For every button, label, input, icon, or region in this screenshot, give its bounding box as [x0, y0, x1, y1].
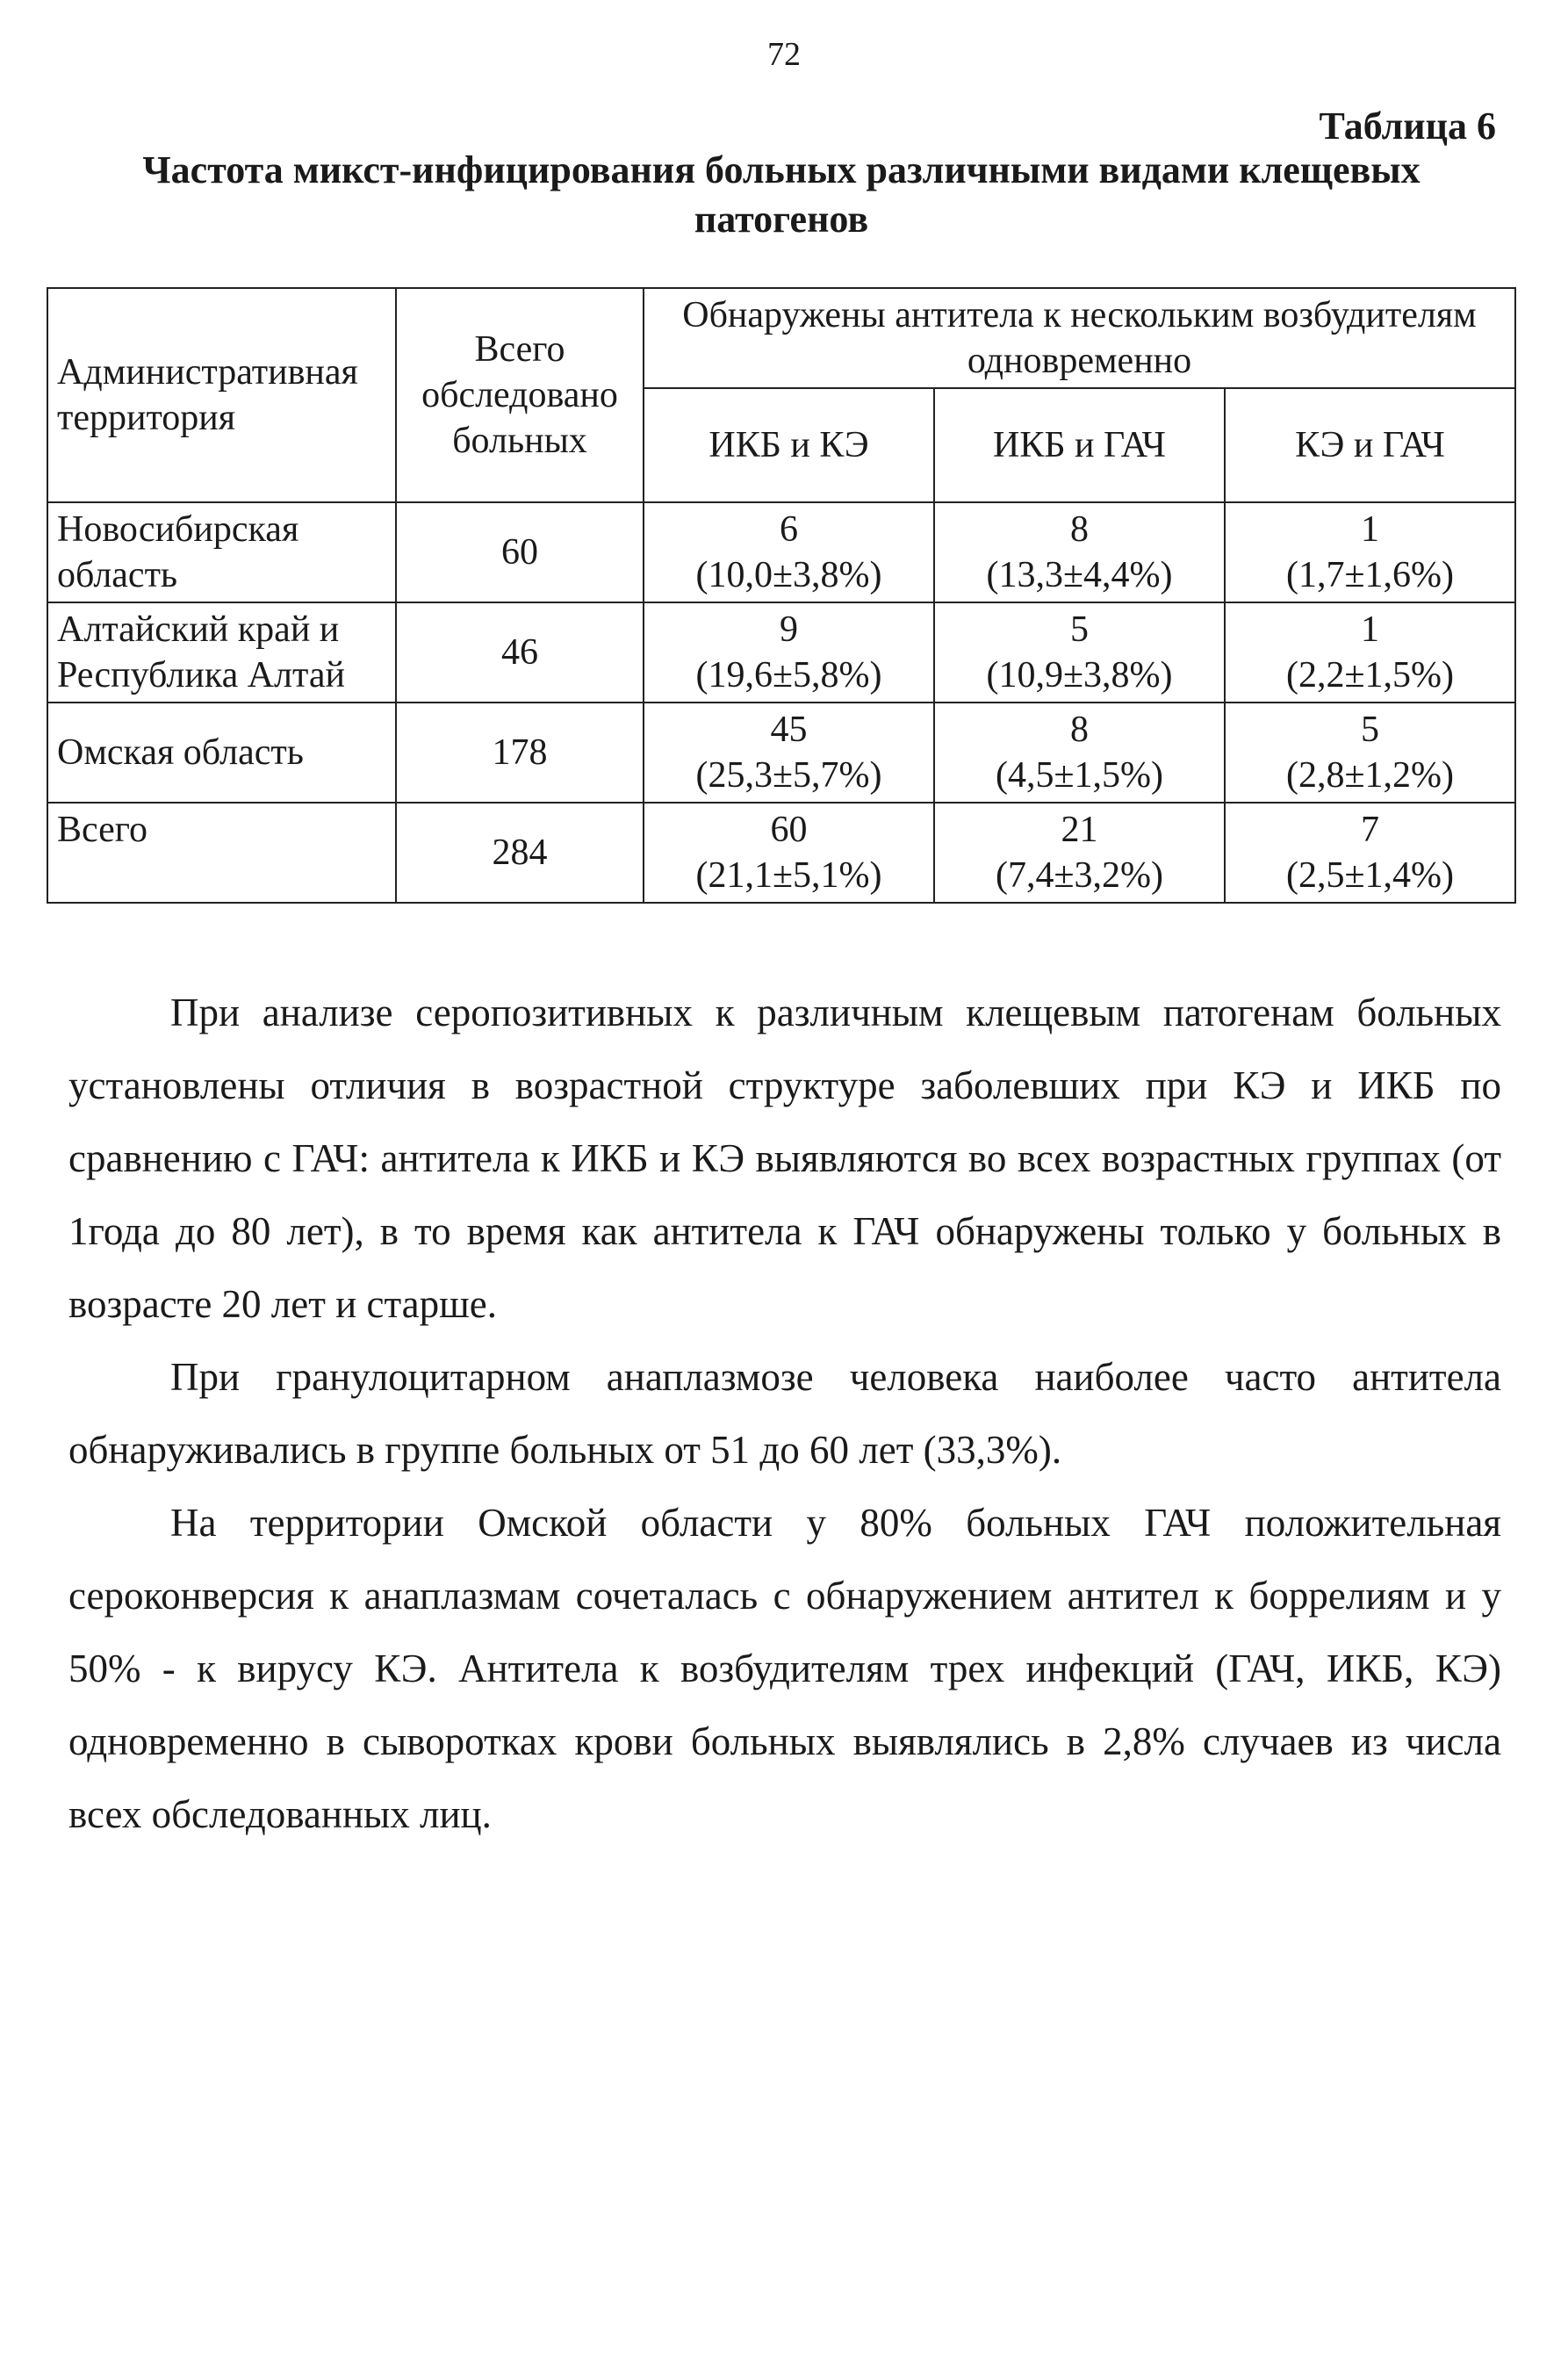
cell-percent: (2,8±1,2%)	[1285, 755, 1454, 796]
cell-count: 45	[770, 710, 808, 750]
cell-count: 5	[1070, 609, 1089, 650]
cell-percent: (21,1±5,1%)	[695, 855, 882, 896]
cell-ikb-gach	[934, 602, 1225, 703]
header-territory: Административная территория	[47, 288, 396, 502]
cell-ikb-gach	[934, 703, 1225, 803]
cell-ikb-gach	[934, 502, 1225, 602]
cell-percent: (13,3±4,4%)	[986, 555, 1173, 595]
paragraph: На территории Омской области у 80% больных ГАЧ положительная сероконверсия к анаплазмам сочеталась с обнаружением антител к боррелиям и у 50% - к вирусу КЭ. Антитела к возбудителям трех инфекций (ГАЧ, ИКБ, КЭ) одновременно в сыворотках крови больных выявлялись в 2,8% случаев из числа всех обследованных лиц.	[68, 1501, 1501, 1836]
cell-count: 1	[1361, 509, 1379, 550]
cell-count: 6	[780, 509, 798, 550]
cell-ikb-ke	[644, 703, 934, 803]
cell-percent: (10,0±3,8%)	[695, 555, 882, 595]
cell-percent: (1,7±1,6%)	[1285, 555, 1454, 595]
cell-count: 8	[1070, 509, 1089, 550]
cell-count: 7	[1361, 810, 1379, 850]
cell-ke-gach	[1225, 502, 1515, 602]
cell-count: 9	[780, 609, 798, 650]
header-ke-gach: КЭ и ГАЧ	[1225, 388, 1515, 502]
cell-percent: (10,9±3,8%)	[986, 655, 1173, 695]
paragraph: При гранулоцитарном анаплазмозе человека наиболее часто антитела обнаруживались в группе больных от 51 до 60 лет (33,3%).	[68, 1355, 1501, 1472]
table-row	[47, 502, 1515, 602]
cell-percent: (2,2±1,5%)	[1285, 655, 1454, 695]
table-row-total	[47, 803, 1515, 903]
header-ikb-gach: ИКБ и ГАЧ	[934, 388, 1225, 502]
cell-count: 21	[1061, 810, 1098, 850]
cell-percent: (25,3±5,7%)	[695, 755, 882, 796]
cell-count: 5	[1361, 710, 1379, 750]
cell-territory: Алтайский край и Республика Алтай	[47, 602, 396, 703]
cell-ke-gach	[1225, 803, 1515, 903]
cell-ke-gach	[1225, 602, 1515, 703]
cell-total: 284	[396, 803, 644, 903]
cell-ikb-ke	[644, 502, 934, 602]
cell-count: 1	[1361, 609, 1379, 650]
cell-ikb-ke	[644, 803, 934, 903]
cell-territory: Омская область	[47, 703, 396, 803]
cell-territory: Всего	[47, 803, 396, 903]
cell-territory: Новосибирская область	[47, 502, 396, 602]
cell-percent: (19,6±5,8%)	[695, 655, 882, 695]
cell-count: 60	[770, 810, 808, 850]
paragraph: При анализе серопозитивных к различным клещевым патогенам больных установлены отличия в возрастной структуре заболевших при КЭ и ИКБ по сравнению с ГАЧ: антитела к ИКБ и КЭ выявляются во всех возрастных группах (от 1года до 80 лет), в то время как антитела к ГАЧ обнаружены только у больных в возрасте 20 лет и старше.	[68, 991, 1501, 1326]
table-header-row	[47, 288, 1515, 388]
table-label: Таблица 6	[1319, 104, 1496, 148]
cell-percent: (2,5±1,4%)	[1285, 855, 1454, 896]
header-antibodies-group: Обнаружены антитела к нескольким возбудителям одновременно	[644, 288, 1515, 388]
table-caption: Частота микст-инфицирования больных различными видами клещевых патогенов	[142, 148, 1421, 241]
cell-total: 60	[396, 502, 644, 602]
header-ikb-ke: ИКБ и КЭ	[644, 388, 934, 502]
table-row	[47, 703, 1515, 803]
cell-percent: (7,4±3,2%)	[995, 855, 1163, 896]
cell-ikb-gach	[934, 803, 1225, 903]
body-text	[68, 977, 1501, 1851]
cell-ke-gach	[1225, 703, 1515, 803]
header-total: Всего обследовано больных	[396, 288, 644, 502]
cell-total: 178	[396, 703, 644, 803]
mixed-infection-table	[47, 287, 1516, 904]
table-row	[47, 602, 1515, 703]
cell-percent: (4,5±1,5%)	[995, 755, 1163, 796]
page-number: 72	[767, 36, 801, 73]
cell-total: 46	[396, 602, 644, 703]
cell-ikb-ke	[644, 602, 934, 703]
cell-count: 8	[1070, 710, 1089, 750]
